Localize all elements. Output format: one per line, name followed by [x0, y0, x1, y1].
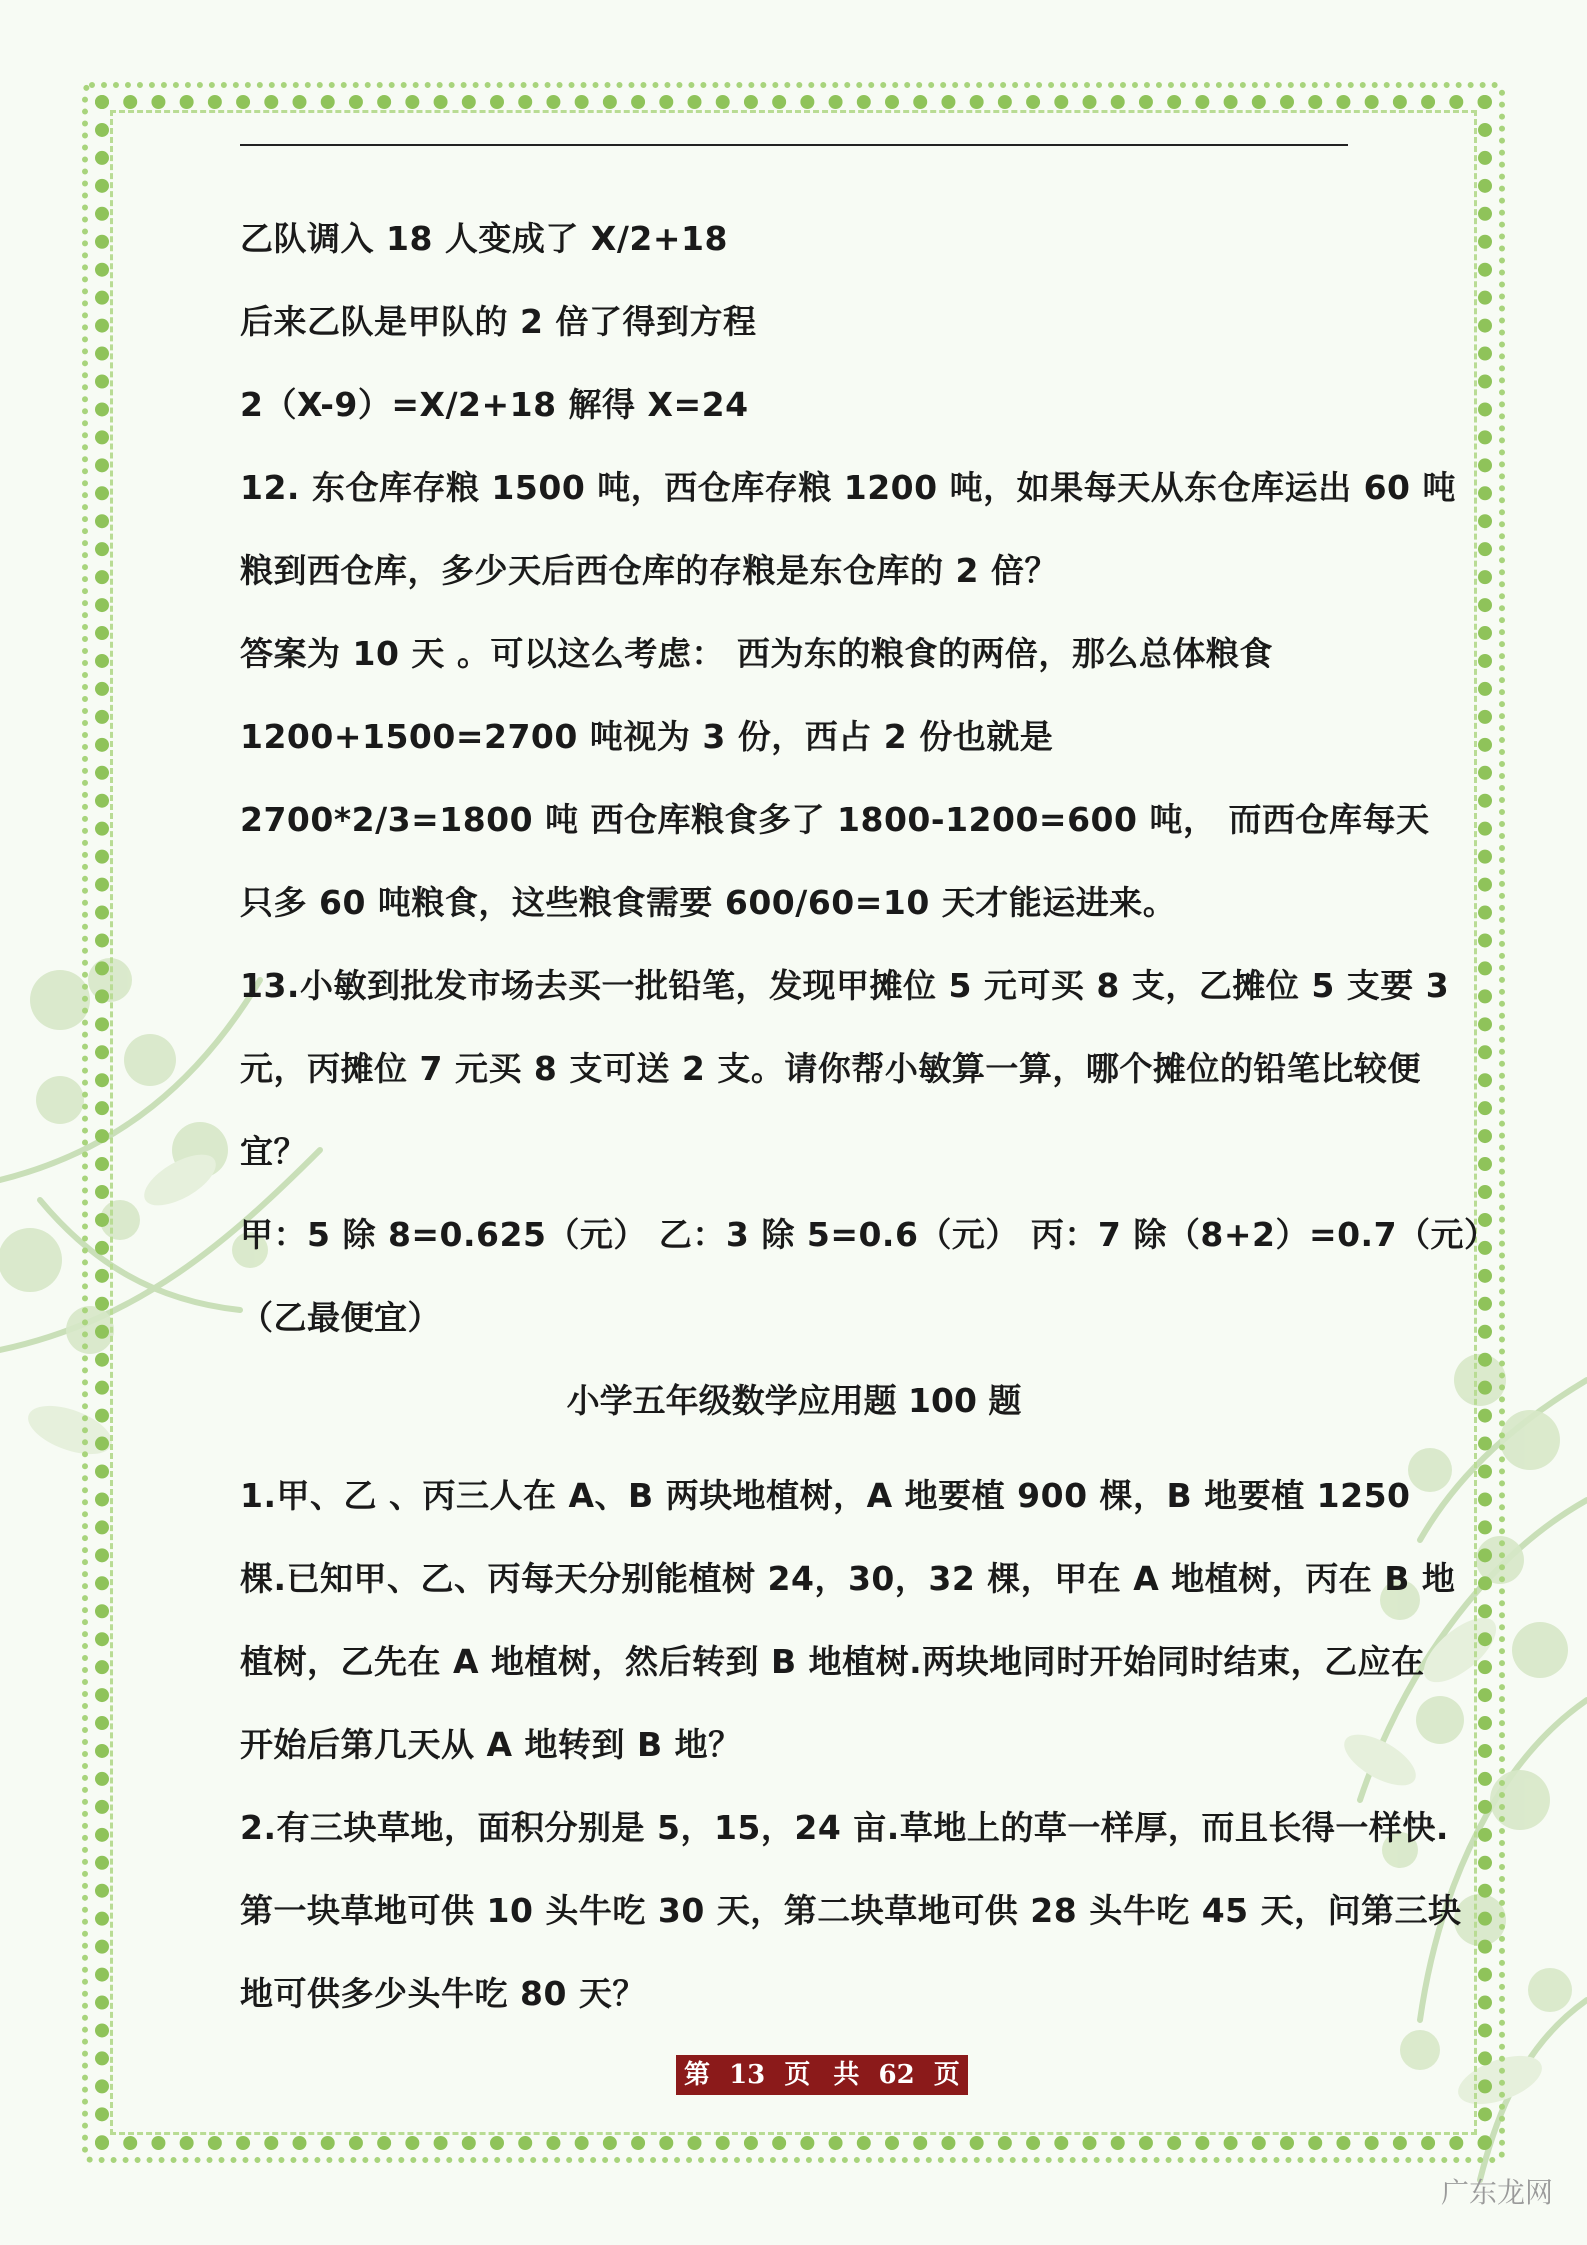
text-line: 1200+1500=2700 吨视为 3 份，西占 2 份也就是	[240, 717, 1054, 756]
text-line: 甲：5 除 8=0.625（元） 乙：3 除 5=0.6（元） 丙：7 除（8+2）=0.7（元）	[240, 1215, 1498, 1254]
text-line: 2.有三块草地，面积分别是 5，15，24 亩.草地上的草一样厚，而且长得一样快.	[240, 1808, 1449, 1847]
text-line: 答案为 10 天 。可以这么考虑： 西为东的粮食的两倍，那么总体粮食	[240, 634, 1273, 673]
text-line: 第一块草地可供 10 头牛吃 30 天，第二块草地可供 28 头牛吃 45 天，问第三块	[240, 1891, 1462, 1930]
text-line: 12. 东仓库存粮 1500 吨，西仓库存粮 1200 吨，如果每天从东仓库运出 60 吨	[240, 468, 1456, 507]
text-line: 1.甲、乙 、丙三人在 A、B 两块地植树，A 地要植 900 棵，B 地要植 1250	[240, 1476, 1411, 1515]
text-line: 棵.已知甲、乙、丙每天分别能植树 24，30，32 棵，甲在 A 地植树，丙在 B 地	[240, 1559, 1456, 1598]
text-line: 地可供多少头牛吃 80 天？	[240, 1974, 646, 2013]
text-line: 粮到西仓库，多少天后西仓库的存粮是东仓库的 2 倍？	[240, 551, 1058, 590]
header-rule	[240, 144, 1348, 146]
current-page-number: 13	[729, 2060, 766, 2090]
footer-word: 第	[684, 2060, 711, 2090]
site-watermark: 广东龙网	[1440, 2176, 1553, 2209]
text-line: 2700*2/3=1800 吨 西仓库粮食多了 1800-1200=600 吨， 而西仓库每天	[240, 800, 1430, 839]
text-line: 2（X-9）=X/2+18 解得 X=24	[240, 385, 749, 424]
text-line: 只多 60 吨粮食，这些粮食需要 600/60=10 天才能运进来。	[240, 883, 1177, 922]
section-heading: 小学五年级数学应用题 100 题	[566, 1381, 1022, 1420]
text-line: 宜？	[240, 1132, 307, 1171]
text-line: 植树，乙先在 A 地植树，然后转到 B 地植树.两块地同时开始同时结束，乙应在	[240, 1642, 1425, 1681]
text-line: 开始后第几天从 A 地转到 B 地？	[240, 1725, 742, 1764]
total-pages-number: 62	[878, 2060, 915, 2090]
text-line: 后来乙队是甲队的 2 倍了得到方程	[240, 302, 757, 341]
footer-word: 页	[784, 2060, 811, 2090]
page-number-badge	[676, 2055, 968, 2095]
text-line: （乙最便宜）	[240, 1298, 441, 1337]
text-line: 13.小敏到批发市场去买一批铅笔，发现甲摊位 5 元可买 8 支，乙摊位 5 支要 3	[240, 966, 1450, 1005]
footer-word: 页	[933, 2060, 960, 2090]
text-line: 元，丙摊位 7 元买 8 支可送 2 支。请你帮小敏算一算，哪个摊位的铅笔比较便	[240, 1049, 1421, 1088]
footer-word: 共	[833, 2060, 860, 2090]
text-line: 乙队调入 18 人变成了 X/2+18	[240, 219, 728, 258]
